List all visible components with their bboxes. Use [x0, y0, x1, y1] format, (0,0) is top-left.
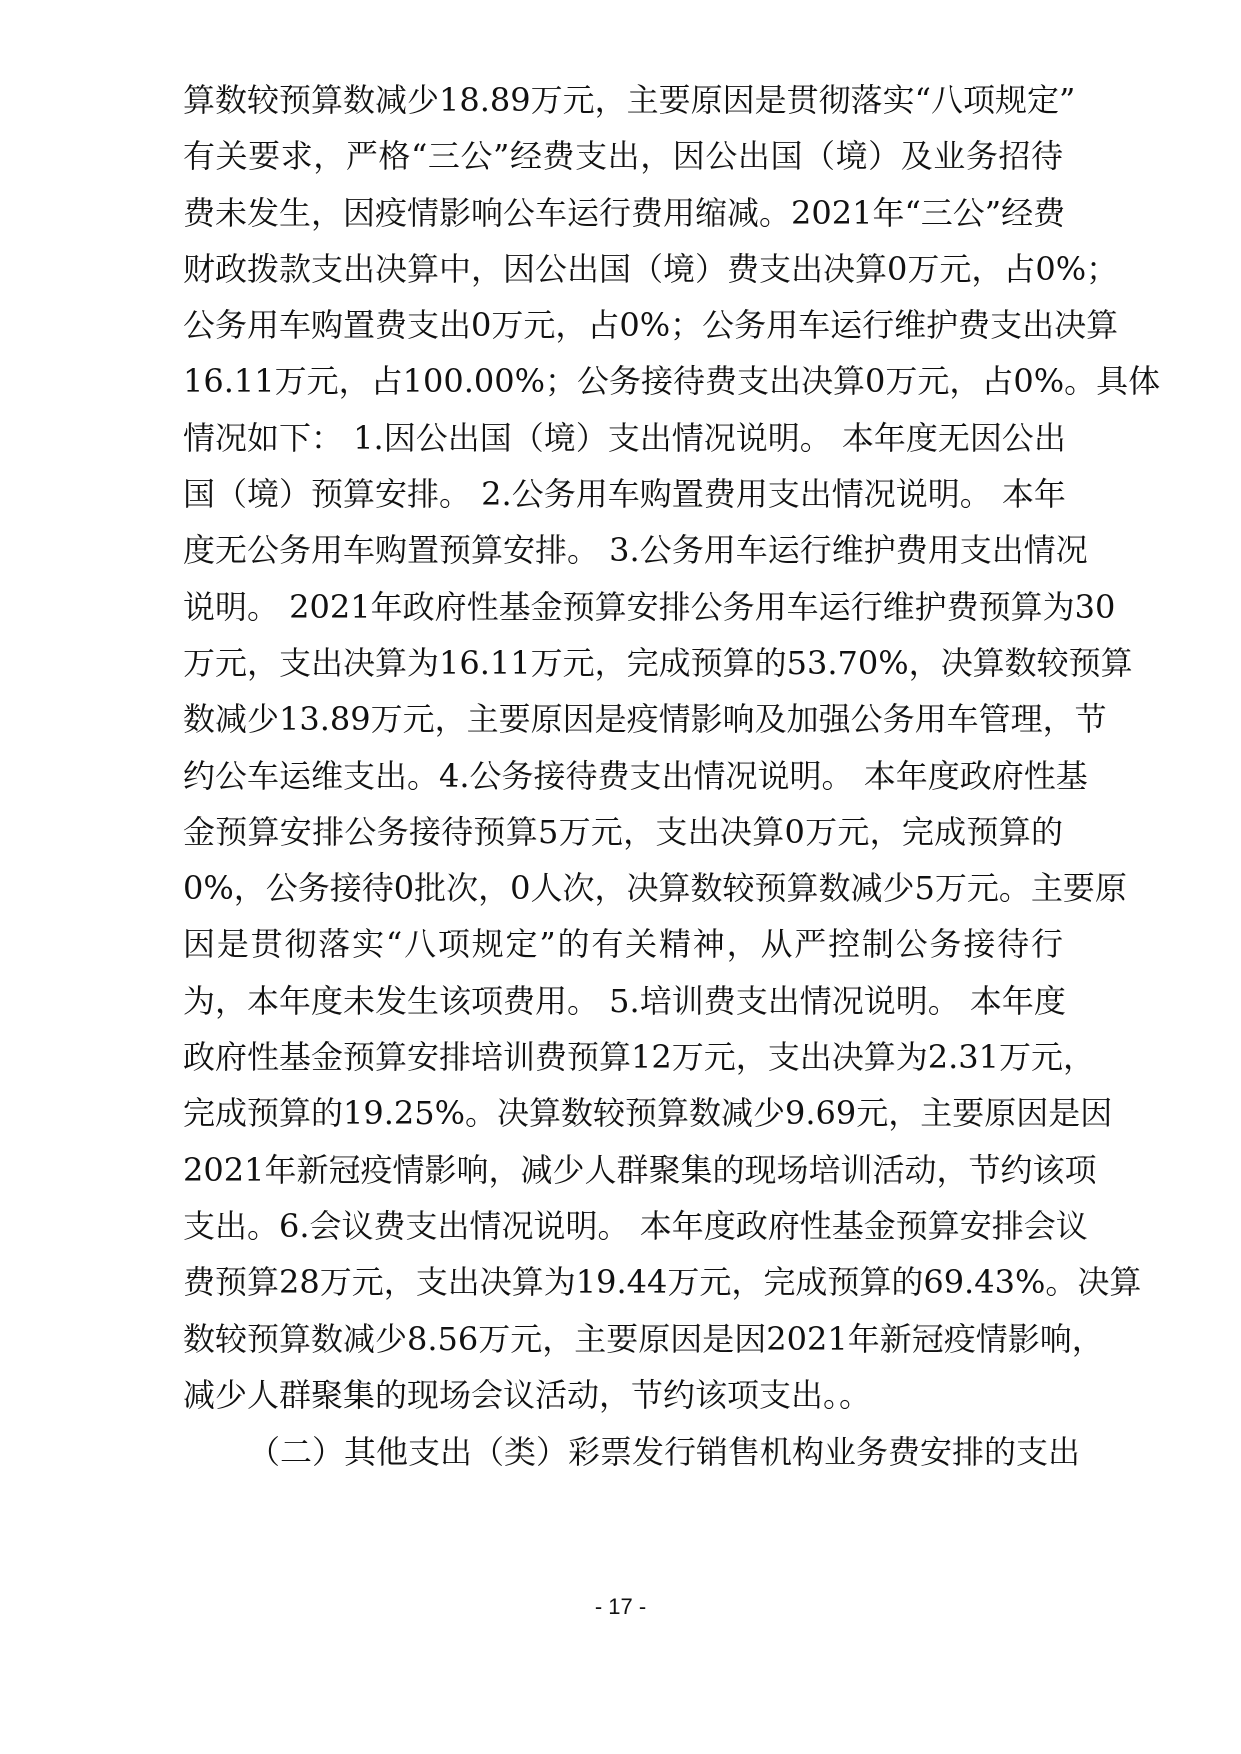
text-line: 费未发生，因疫情影响公车运行费用缩减。2021年“三公”经费 [183, 193, 1066, 232]
text-line: 国（境）预算安排。 2.公务用车购置费用支出情况说明。 本年 [183, 475, 1066, 514]
text-line: 为，本年度未发生该项费用。 5.培训费支出情况说明。 本年度 [183, 981, 1066, 1020]
text-line: 约公车运维支出。4.公务接待费支出情况说明。 本年度政府性基 [183, 756, 1088, 795]
text-line: 万元，支出决算为16.11万元，完成预算的53.70%，决算数较预算 [183, 643, 1133, 682]
text-line: 公务用车购置费支出0万元，占0%；公务用车运行维护费支出决算 [183, 306, 1119, 345]
text-line: 2021年新冠疫情影响，减少人群聚集的现场培训活动，节约该项 [183, 1150, 1097, 1189]
text-line: 算数较预算数减少18.89万元，主要原因是贯彻落实“八项规定” [183, 81, 1076, 119]
text-line: 金预算安排公务接待预算5万元，支出决算0万元，完成预算的 [183, 812, 1063, 851]
text-line: 政府性基金预算安排培训费预算12万元，支出决算为2.31万元， [183, 1038, 1095, 1077]
text-line: 数较预算数减少8.56万元，主要原因是因2021年新冠疫情影响， [183, 1319, 1104, 1358]
text-line: 情况如下： 1.因公出国（境）支出情况说明。 本年度无因公出 [183, 418, 1066, 457]
text-line: 说明。 2021年政府性基金预算安排公务用车运行维护费预算为30 [183, 587, 1116, 626]
text-line: 减少人群聚集的现场会议活动，节约该项支出。。 [183, 1375, 872, 1414]
text-line: 度无公务用车购置预算安排。 3.公务用车运行维护费用支出情况 [183, 531, 1088, 570]
text-line: 0%，公务接待0批次，0人次，决算数较预算数减少5万元。主要原 [183, 869, 1127, 908]
text-line: 财政拨款支出决算中，因公出国（境）费支出决算0万元，占0%； [183, 249, 1119, 288]
text-line: 因是贯彻落实“八项规定”的有关精神，从严控制公务接待行 [183, 925, 1063, 964]
page-number: - 17 - [594, 1594, 647, 1619]
text-line: 费预算28万元，支出决算为19.44万元，完成预算的69.43%。决算 [183, 1263, 1142, 1302]
text-line: 支出。6.会议费支出情况说明。 本年度政府性基金预算安排会议 [183, 1206, 1088, 1245]
section-heading: （二）其他支出（类）彩票发行销售机构业务费安排的支出 [248, 1433, 1081, 1471]
text-line: 完成预算的19.25%。决算数较预算数减少9.69元，主要原因是因 [183, 1094, 1113, 1133]
text-line: 数减少13.89万元，主要原因是疫情影响及加强公务用车管理，节 [183, 700, 1107, 739]
text-line: 16.11万元，占100.00%；公务接待费支出决算0万元，占0%。具体 [183, 362, 1161, 401]
body-paragraph [183, 72, 1161, 1423]
text-line: 有关要求，严格“三公”经费支出，因公出国（境）及业务招待 [183, 137, 1063, 176]
